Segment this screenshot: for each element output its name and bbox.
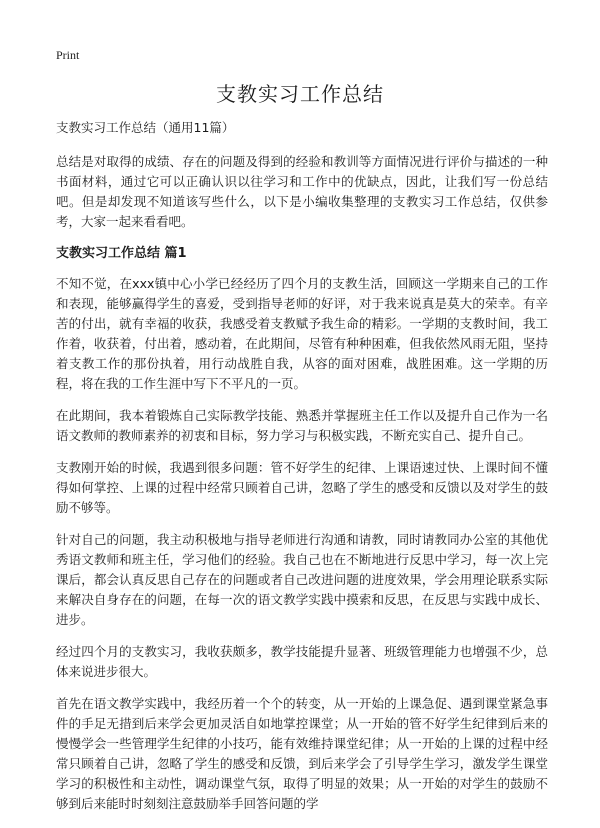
body-paragraph-6: 首先在语文教学实践中，我经历着一个个的转变，从一开始的上课急促、遇到课堂紧急事件的手足无措到后来学会更加灵活自如地掌控课堂；从一开始的管不好学生纪律到后来的慢慢学会一些管理学生纪律的小技巧，能有效维持课堂纪律；从一开始的上课的过程中经常只顾着自己讲，忽略了学生的感受和反馈，到后来学会了引导学生学习，激发学生课堂学习的积极性和主动性，调动课堂气氛，取得了明显的效果；从一开始的对学生的鼓励不够到后来能时时刻刻注意鼓励举手回答问题的学: [56, 696, 548, 811]
document-title: 支教实习工作总结: [216, 82, 384, 106]
document-body: [56, 118, 548, 826]
body-paragraph-2: 在此期间，我本着锻炼自己实际教学技能、熟悉并掌握班主任工作以及提升自己作为一名语文教师的教师素养的初衷和目标，努力学习与积极实践，不断充实自己、提升自己。: [56, 408, 548, 443]
body-paragraph-5: 经过四个月的支教实习，我收获颇多，教学技能提升显著、班级管理能力也增强不少，总体来说进步很大。: [56, 644, 548, 679]
body-paragraph-3: 支教刚开始的时候，我遇到很多问题：管不好学生的纪律、上课语速过快、上课时间不懂得如何掌控、上课的过程中经常只顾着自己讲，忽略了学生的感受和反馈以及对学生的鼓励不够等。: [56, 460, 548, 515]
body-paragraph-4: 针对自己的问题，我主动积极地与指导老师进行沟通和请教，同时请教同办公室的其他优秀语文教师和班主任，学习他们的经验。我自己也在不断地进行反思中学习，每一次上完课后，都会认真反思自己存在的问题或者自己改进问题的进度效果，学会用理论联系实际来解决自身存在的问题，在每一次的语文教学实践中摸索和反思，在反思与实践中成长、进步。: [56, 532, 548, 627]
document-subtitle: 支教实习工作总结（通用11篇）: [56, 120, 235, 135]
section-heading: 支教实习工作总结 篇1: [56, 246, 187, 261]
print-link[interactable]: Print: [56, 48, 80, 62]
body-paragraph-1: 不知不觉，在xxx镇中心小学已经经历了四个月的支教生活，回顾这一学期来自己的工作和表现，能够赢得学生的喜爱，受到指导老师的好评，对于我来说真是莫大的荣幸。有辛苦的付出，就有幸福的收获，我感受着支教赋予我生命的精彩。一学期的支教时间，我工作着，收获着，付出着，感动着，在此期间，尽管有种种困难，但我依然风雨无阻，坚持着支教工作的那份执着，用行动战胜自我，从容的面对困难，战胜困难。这一学期的历程，将在我的工作生涯中写下不平凡的一页。: [56, 276, 548, 391]
intro-paragraph: 总结是对取得的成绩、存在的问题及得到的经验和教训等方面情况进行评价与描述的一种书面材料，通过它可以正确认识以往学习和工作中的优缺点，因此，让我们写一份总结吧。但是却发现不知道该写些什么，以下是小编收集整理的支教实习工作总结，仅供参考，大家一起来看看吧。: [56, 154, 548, 229]
